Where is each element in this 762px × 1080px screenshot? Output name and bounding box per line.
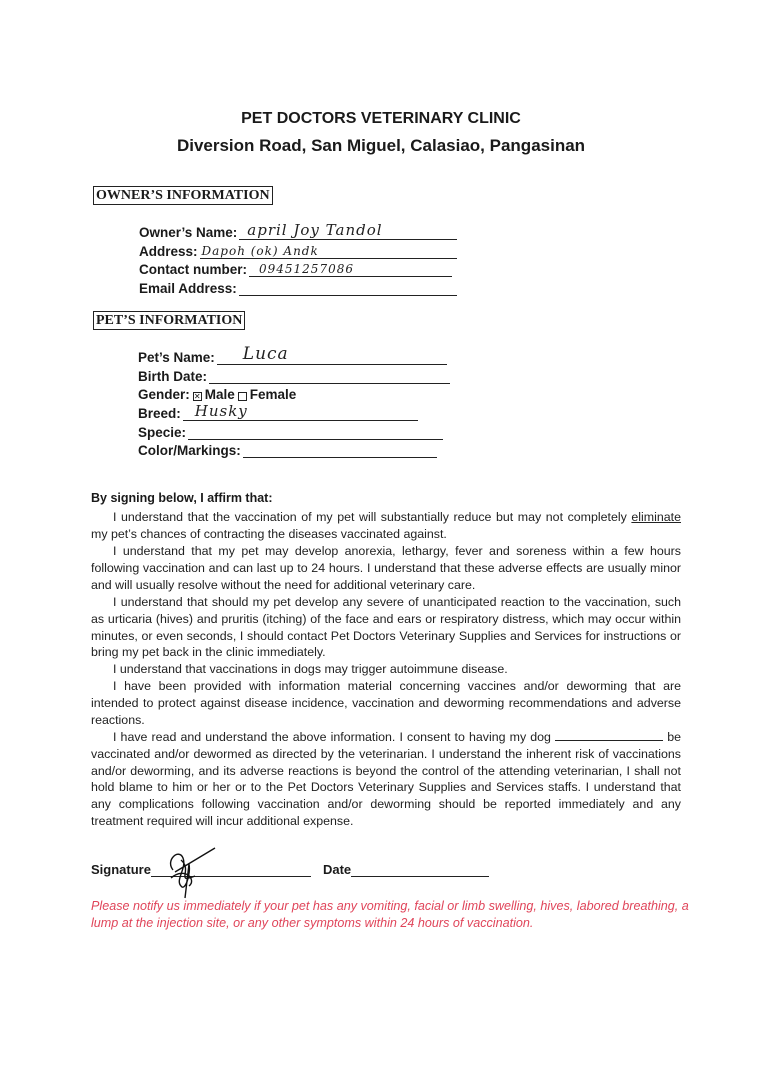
pet-birth-label: Birth Date:: [138, 369, 208, 384]
signature-field[interactable]: [151, 862, 311, 877]
gender-male-label: Male: [204, 387, 235, 402]
consent-intro: By signing below, I affirm that:: [91, 491, 273, 505]
consent-p3-text: I understand that should my pet develop any severe of unanticipated reaction to the vaccination, such as urticaria (hives) and pruritis (itching) of the face and ears or respiratory distress, which may occur within minutes, or even seconds, I should contact Pet Doctors Veterinary Supplies and Services for instructions or bring my pet back in the clinic immediately.: [91, 595, 681, 660]
consent-p6-part-a: I have read and understand the above information. I consent to having my dog: [113, 730, 551, 744]
owner-contact-value: 09451257086: [259, 262, 354, 276]
consent-p1-part-b: my pet’s chances of contracting the diseases vaccinated against.: [91, 526, 447, 541]
owner-name-row: [139, 221, 457, 240]
clinic-address: Diversion Road, San Miguel, Calasiao, Pangasinan: [176, 136, 586, 155]
symptoms-warning: Please notify us immediately if your pet has any vomiting, facial or limb swelling, hives, labored breathing, a lump at the injection site, or any other symptoms within 24 hours of vaccination.: [91, 899, 689, 930]
owner-name-field[interactable]: [239, 221, 457, 240]
consent-p2-text: I understand that my pet may develop anorexia, lethargy, fever and soreness within a few hours following vaccination and can last up to 24 hours. I understand that these adverse effects are usually minor and will usually resolve without the need for additional veterinary care.: [91, 544, 681, 592]
consent-paragraph-6: [91, 729, 681, 830]
pet-specie-row: [138, 424, 443, 440]
pet-section-heading: PET’S INFORMATION: [93, 311, 245, 330]
pet-color-field[interactable]: [243, 442, 437, 458]
consent-p1-underlined: eliminate: [631, 510, 681, 524]
pet-specie-label: Specie:: [138, 425, 187, 440]
consent-p1-part-a: I understand that the vaccination of my pet will substantially reduce but may not completely: [113, 510, 627, 524]
consent-paragraph-5: [91, 678, 681, 728]
owner-name-label: Owner’s Name:: [139, 225, 238, 240]
signature-row: [91, 862, 489, 877]
pet-breed-value: Husky: [194, 402, 248, 420]
owner-section-heading: OWNER’S INFORMATION: [93, 186, 273, 205]
consent-paragraph-2: [91, 543, 681, 593]
owner-email-field[interactable]: [239, 280, 457, 296]
owner-address-value: Dapoh (ok) Andk: [201, 244, 319, 258]
dog-name-blank[interactable]: [555, 729, 663, 741]
pet-gender-label: Gender:: [138, 387, 190, 402]
owner-address-row: [139, 243, 457, 259]
gender-female-label: Female: [249, 387, 297, 402]
pet-breed-field[interactable]: [183, 402, 418, 421]
pet-name-field[interactable]: [217, 344, 447, 365]
consent-p5-text: I have been provided with information material concerning vaccines and/or deworming that are intended to protect against disease incidence, vaccination and deworming recommendations and adverse reactions.: [91, 679, 681, 727]
gender-female-checkbox[interactable]: [238, 392, 247, 401]
gender-male-checkbox[interactable]: ✕: [193, 392, 201, 401]
pet-name-row: [138, 344, 447, 365]
pet-gender-row: [138, 387, 296, 402]
pet-breed-row: [138, 402, 418, 421]
owner-email-label: Email Address:: [139, 281, 237, 296]
date-label: Date: [322, 862, 352, 877]
date-field[interactable]: [351, 862, 489, 877]
owner-name-value: april Joy Tandol: [247, 221, 383, 239]
consent-paragraph-3: [91, 594, 681, 661]
consent-paragraph-1: [91, 509, 681, 543]
pet-birth-field[interactable]: [209, 368, 450, 384]
owner-address-field[interactable]: [200, 243, 457, 259]
pet-color-label: Color/Markings:: [138, 443, 241, 458]
owner-email-row: [139, 280, 457, 296]
clinic-name: PET DOCTORS VETERINARY CLINIC: [241, 110, 521, 127]
pet-color-row: [138, 442, 437, 458]
owner-contact-row: [139, 261, 452, 277]
consent-p6-part-b: be vaccinated and/or dewormed as directed by the veterinarian. I understand the inherent risk of vaccinations and/or deworming, and its adverse reactions is beyond the control of the attending veterinarian, I shall not hold blame to him or her or to the Pet Doctors Veterinary Supplies and Services staffs. I understand that any complications following vaccination and/or deworming should be reported immediately and any treatment required will incur additional expense.: [91, 730, 681, 828]
signature-scribble: [145, 840, 235, 900]
owner-address-label: Address:: [139, 244, 198, 259]
owner-contact-label: Contact number:: [139, 262, 247, 277]
owner-contact-field[interactable]: [249, 261, 452, 277]
pet-name-label: Pet’s Name:: [138, 350, 215, 365]
consent-p4-text: I understand that vaccinations in dogs may trigger autoimmune disease.: [113, 662, 508, 676]
pet-birth-row: [138, 368, 450, 384]
pet-specie-field[interactable]: [188, 424, 443, 440]
consent-paragraph-4: [91, 661, 681, 678]
pet-breed-label: Breed:: [138, 406, 181, 421]
pet-name-value: Luca: [242, 344, 289, 364]
signature-label: Signature: [91, 862, 151, 877]
